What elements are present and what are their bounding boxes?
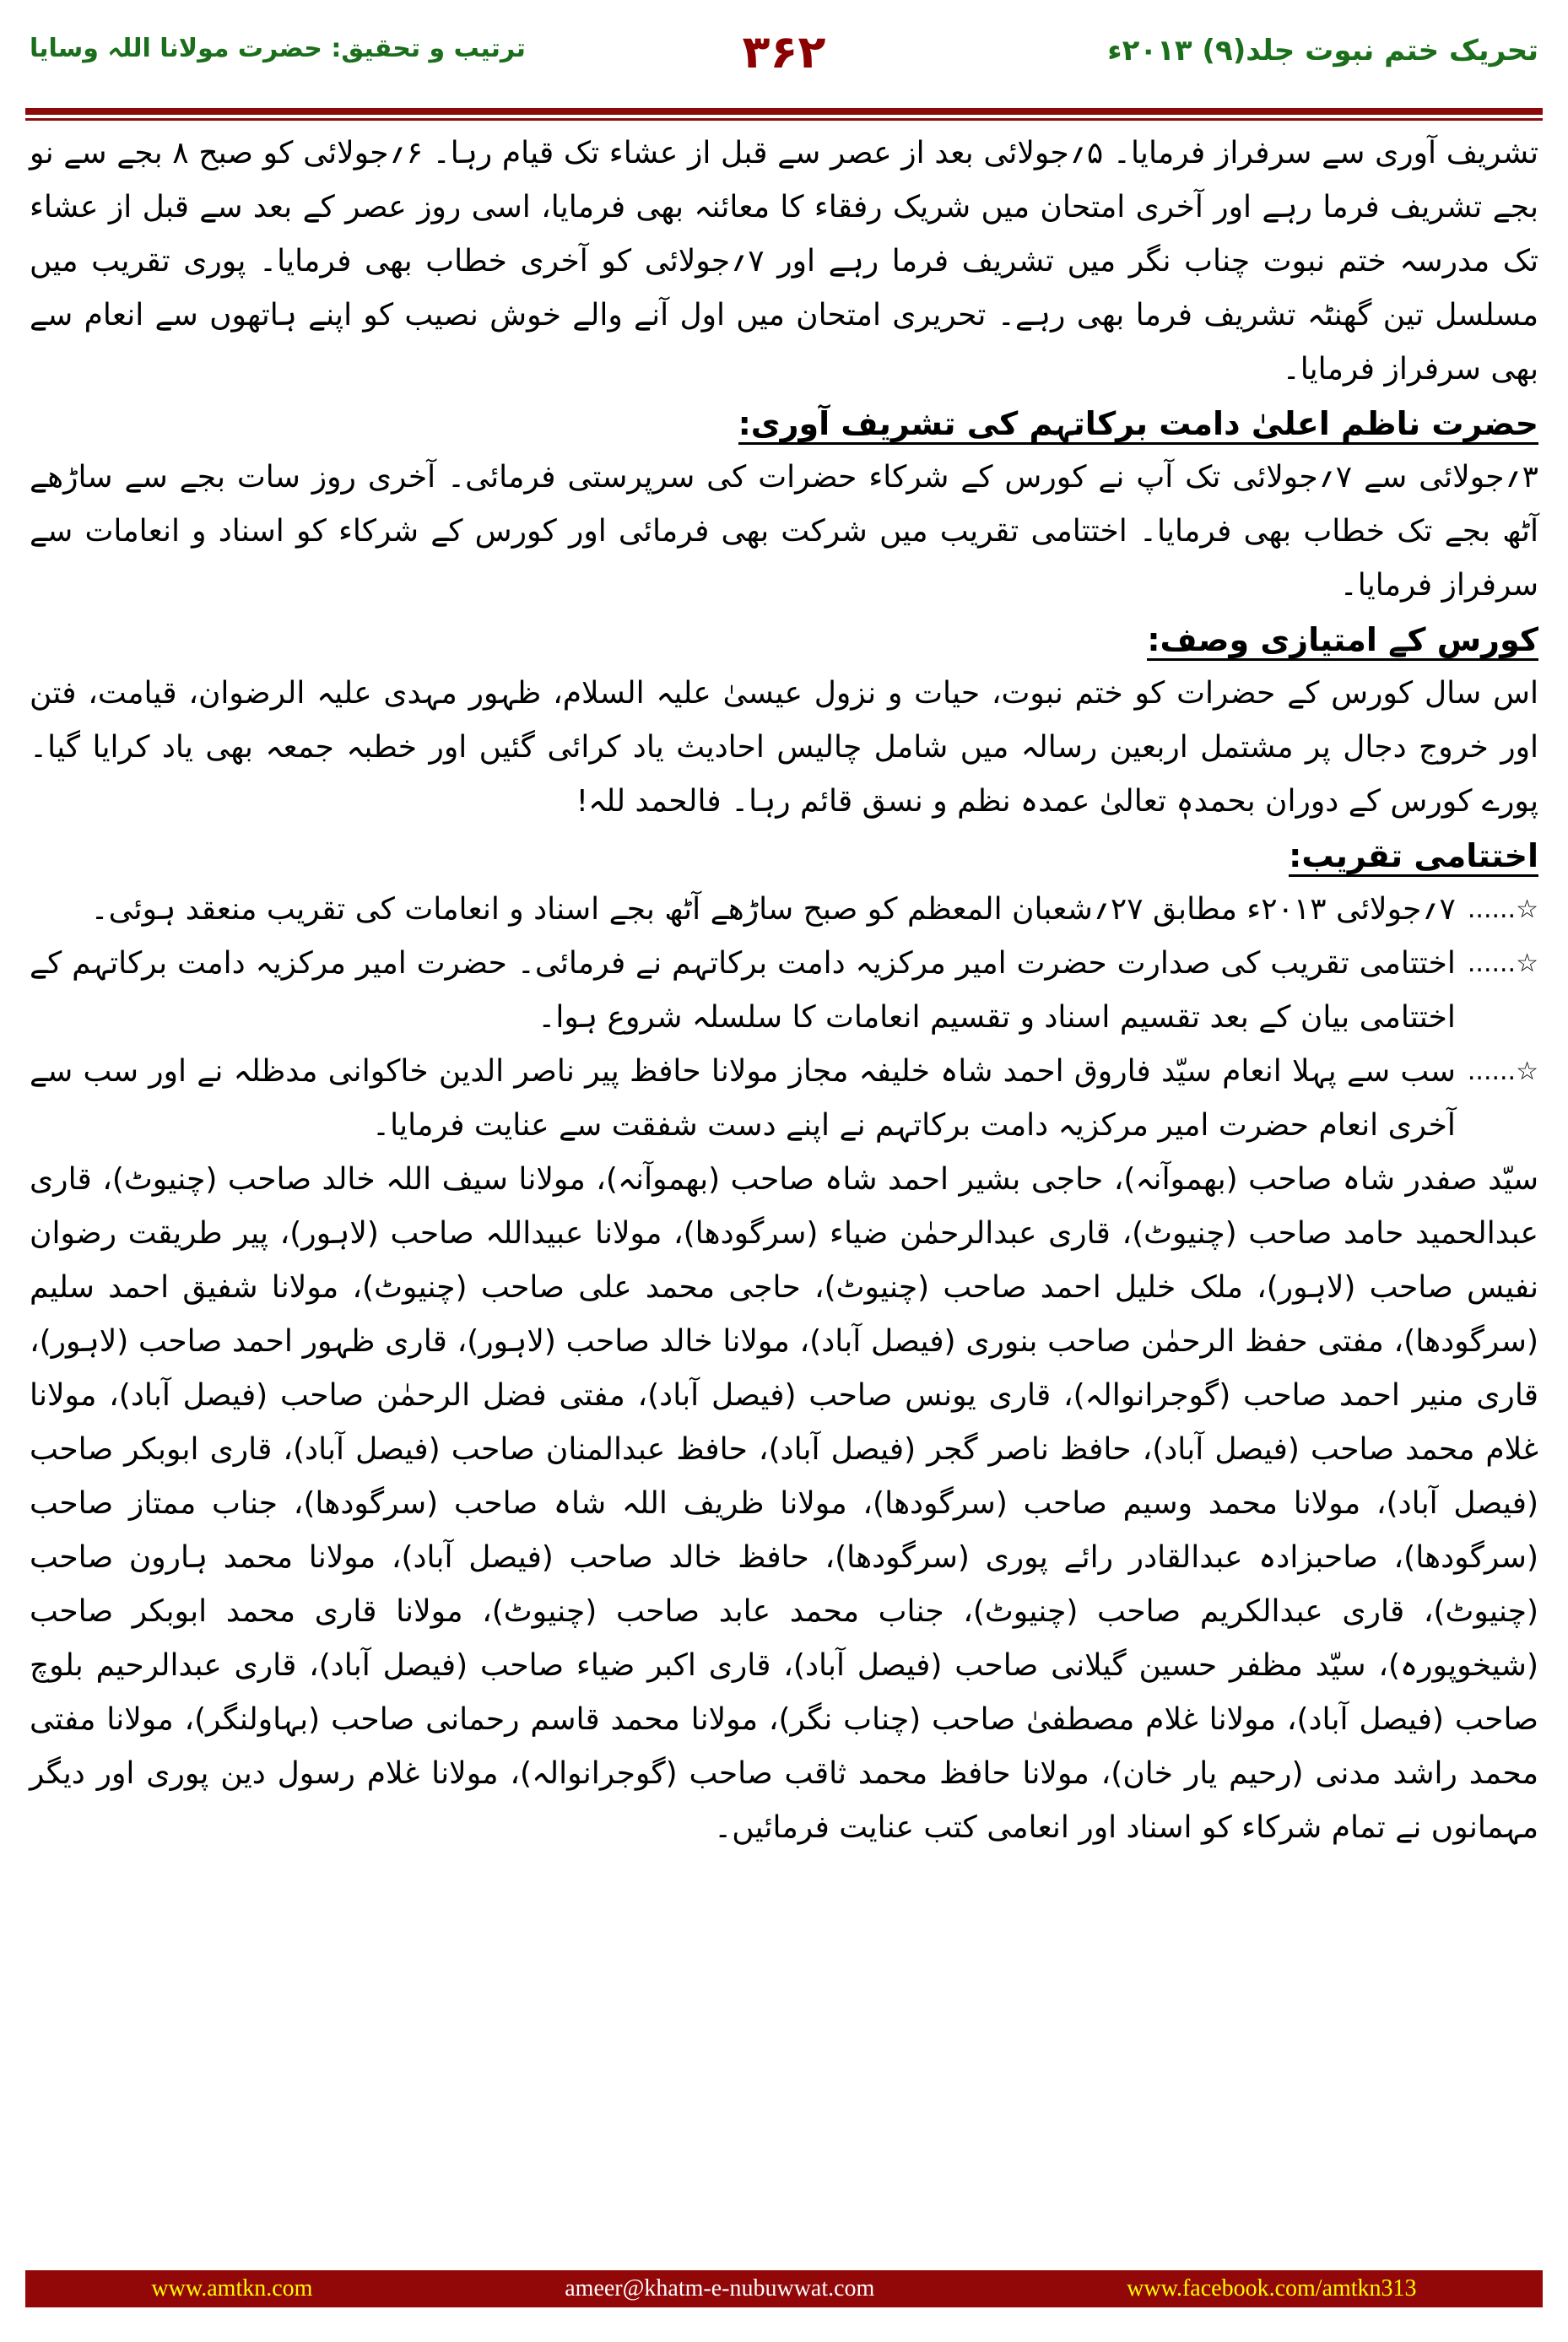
page-body: [30, 127, 1538, 1855]
page-number: ۳۶۲: [742, 25, 826, 78]
list-item-text: سب سے پہلا انعام سیّد فاروق احمد شاہ خلیفہ مجاز مولانا حافظ پیر ناصر الدین خاکوانی مدظلہ نے اور سب سے آخری انعام حضرت امیر مرکزیہ دامت برکاتہم نے اپنے دست شفقت سے عنایت فرمایا۔: [30, 1054, 1456, 1143]
star-bullet-icon: ☆......: [1467, 949, 1538, 978]
paragraph: ۳؍جولائی سے ۷؍جولائی تک آپ نے کورس کے شرکاء حضرات کی سرپرستی فرمائی۔ آخری روز سات بجے سے ساڑھے آٹھ بجے تک خطاب بھی فرمایا۔ اختتامی تقریب میں شرکت بھی فرمائی اور کورس کے شرکاء کو اسناد و انعامات سے سرفراز فرمایا۔: [30, 460, 1538, 603]
section-heading: حضرت ناظم اعلیٰ دامت برکاتہم کی تشریف آوری:: [30, 397, 1538, 451]
header-rule: [25, 108, 1543, 115]
section-heading: اختتامی تقریب:: [30, 829, 1538, 883]
facebook-link[interactable]: www.facebook.com/amtkn313: [1127, 2275, 1417, 2301]
website-link[interactable]: www.amtkn.com: [151, 2275, 313, 2301]
paragraph: سیّد صفدر شاہ صاحب (بھموآنہ)، حاجی بشیر احمد شاہ صاحب (بھموآنہ)، مولانا سیف اللہ خالد صاحب (چنیوٹ)، قاری عبدالحمید حامد صاحب (چنیوٹ)، قاری عبدالرحمٰن ضیاء (سرگودھا)، مولانا عبیداللہ صاحب (لاہور)، پیر طریقت رضوان نفیس صاحب (لاہور)، ملک خلیل احمد صاحب (چنیوٹ)، حاجی محمد علی صاحب (چنیوٹ)، مولانا شفیق احمد سلیم (سرگودھا)، مفتی حفظ الرحمٰن صاحب بنوری (فیصل آباد)، مولانا خالد صاحب (لاہور)، قاری ظہور احمد صاحب (لاہور)، قاری منیر احمد صاحب (گوجرانوالہ)، قاری یونس صاحب (فیصل آباد)، مفتی فضل الرحمٰن صاحب (فیصل آباد)، مولانا غلام محمد صاحب (فیصل آباد)، حافظ ناصر گجر (فیصل آباد)، حافظ عبدالمنان صاحب (فیصل آباد)، قاری ابوبکر صاحب (فیصل آباد)، مولانا محمد وسیم صاحب (سرگودھا)، مولانا ظریف اللہ شاہ صاحب (سرگودھا)، جناب ممتاز صاحب (سرگودھا)، صاحبزادہ عبدالقادر رائے پوری (سرگودھا)، حافظ خالد صاحب (فیصل آباد)، مولانا محمد ہارون صاحب (چنیوٹ)، قاری عبدالکریم صاحب (چنیوٹ)، جناب محمد عابد صاحب (چنیوٹ)، مولانا قاری محمد ابوبکر صاحب (شیخوپورہ)، سیّد مظفر حسین گیلانی صاحب (فیصل آباد)، قاری اکبر ضیاء صاحب (فیصل آباد)، قاری عبدالرحیم بلوچ صاحب (فیصل آباد)، مولانا غلام مصطفیٰ صاحب (چناب نگر)، مولانا محمد قاسم رحمانی صاحب (بہاولنگر)، مولانا مفتی محمد راشد مدنی (رحیم یار خان)، مولانا حافظ محمد ثاقب صاحب (گوجرانوالہ)، مولانا غلام رسول دین پوری اور دیگر مہمانوں نے تمام شرکاء کو اسناد اور انعامی کتب عنایت فرمائیں۔: [30, 1162, 1538, 1845]
star-bullet-icon: ☆......: [1467, 895, 1538, 924]
list-item-text: اختتامی تقریب کی صدارت حضرت امیر مرکزیہ دامت برکاتہم نے فرمائی۔ حضرت امیر مرکزیہ دامت برکاتہم کے اختتامی بیان کے بعد تقسیم اسناد و تقسیم انعامات کا سلسلہ شروع ہوا۔: [30, 946, 1456, 1035]
compiler-credit: ترتیب و تحقیق: حضرت مولانا اللہ وسایا: [30, 34, 526, 63]
list-item: [30, 883, 1538, 937]
list-item-text: ۷؍جولائی ۲۰۱۳ء مطابق ۲۷؍شعبان المعظم کو صبح ساڑھے آٹھ بجے اسناد و انعامات کی تقریب منعقد ہوئی۔: [90, 892, 1456, 927]
header-rule-thin: [25, 118, 1543, 121]
book-title: تحریک ختم نبوت جلد(۹) ۲۰۱۳ء: [1107, 34, 1538, 68]
email-link[interactable]: ameer@khatm-e-nubuwwat.com: [565, 2275, 875, 2301]
page-header: [30, 25, 1538, 93]
page-footer: [25, 2270, 1543, 2307]
star-bullet-icon: ☆......: [1467, 1057, 1538, 1086]
list-item: [30, 1045, 1538, 1153]
paragraph: تشریف آوری سے سرفراز فرمایا۔ ۵؍جولائی بعد از عصر سے قبل از عشاء تک قیام رہا۔ ۶؍جولائی کو صبح ۸ بجے سے نو بجے تشریف فرما رہے اور آخری امتحان میں شریک رفقاء کا معائنہ بھی فرمایا، اسی روز عصر کے بعد سے قبل از عشاء تک مدرسہ ختم نبوت چناب نگر میں تشریف فرما رہے اور ۷؍جولائی کو آخری خطاب بھی فرمایا۔ پوری تقریب میں مسلسل تین گھنٹہ تشریف فرما بھی رہے۔ تحریری امتحان میں اول آنے والے خوش نصیب کو اپنے ہاتھوں سے انعام سے بھی سرفراز فرمایا۔: [30, 136, 1538, 387]
section-heading: کورس کے امتیازی وصف:: [30, 613, 1538, 667]
paragraph: اس سال کورس کے حضرات کو ختم نبوت، حیات و نزول عیسیٰ علیہ السلام، ظہور مہدی علیہ الرضوان، قیامت، فتن اور خروج دجال پر مشتمل اربعین رسالہ میں شامل چالیس احادیث یاد کرائی گئیں اور خطبہ جمعہ بھی یاد کرایا گیا۔ پورے کورس کے دوران بحمدہٖ تعالیٰ عمدہ نظم و نسق قائم رہا۔ فالحمد للہ!: [30, 676, 1538, 819]
list-item: [30, 937, 1538, 1045]
